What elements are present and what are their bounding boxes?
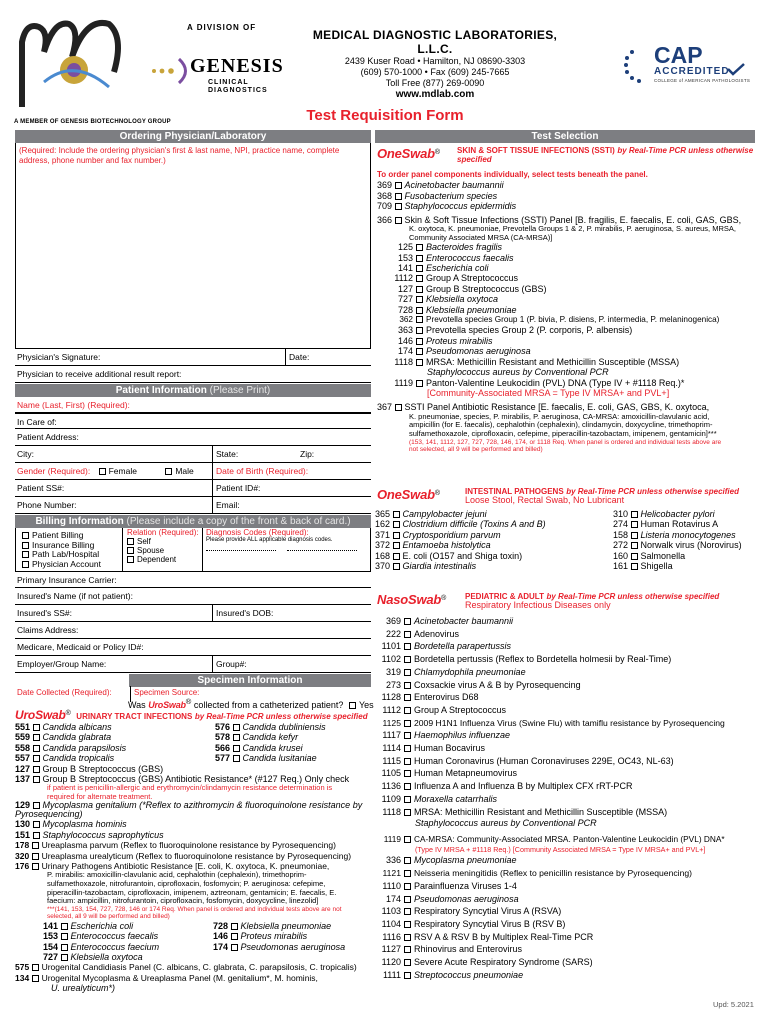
state-field[interactable]: State: — [212, 446, 238, 462]
ordering-physician-box[interactable] — [15, 143, 371, 349]
ssti-panel-sub: K. oxytoca, K. pneumoniae, Prevotella Groups 1 & 2, P. mirabilis, P. aeruginosa, S. aureus, MRSA, Community Associated MRSA (CA-MRSA)] — [409, 224, 736, 242]
lab-name: MEDICAL DIAGNOSTIC LABORATORIES, L.L.C. — [312, 28, 558, 56]
page-header — [0, 0, 770, 125]
gi-left — [375, 509, 613, 571]
male-checkbox[interactable]: Male — [165, 466, 193, 476]
billing-option[interactable]: Insurance Billing — [22, 541, 101, 551]
uti-note: required for alternate treatment. — [47, 791, 153, 801]
test-item[interactable]: 146 Proteus mirabilis — [213, 931, 308, 942]
member-tagline: A MEMBER OF GENESIS BIOTECHNOLOGY GROUP — [14, 119, 171, 125]
genesis-word: GENESIS — [190, 55, 284, 77]
test-item[interactable]: 578 Candida kefyr — [215, 732, 299, 743]
uti-candida-right — [215, 722, 326, 764]
ssti-abr-sub: K. pneumoniae, species, P. mirabilis, P. aeruginosa, CA-MRSA: amoxicillin-clavulanic acid, ampicillin (for E. faecalis), cephalothin (cephalexin), clindamycin, doxycycline, trimethoprim-sulfamethoxazole, ciprofloxacin, cefepime, piperacillin-tazobactam, imipenem, gentamicin]*** — [409, 411, 717, 438]
test-item[interactable]: 1105 Human Metapneumovirus — [381, 768, 518, 779]
relation-option[interactable]: Dependent — [127, 555, 202, 564]
test-item[interactable]: 1120 Severe Acute Respiratory Syndrome (SARS) — [381, 957, 593, 968]
test-item[interactable]: 153 Enterococcus faecalis — [43, 931, 159, 942]
primary-insurance-field[interactable]: Primary Insurance Carrier: — [15, 572, 371, 588]
test-item[interactable]: 1101 Bordetella parapertussis — [381, 641, 512, 652]
billing-section-bar: Billing Information (Please include a copy of the front & back of card.) — [15, 515, 371, 528]
in-care-of-field[interactable]: In Care of: — [15, 413, 371, 429]
ssti-order-note: To order panel components individually, select tests beneath the panel. — [377, 170, 648, 179]
test-item[interactable]: 1111 Streptococcus pneumoniae — [382, 969, 524, 980]
uti-tail-note: U. urealyticum*) — [51, 983, 116, 994]
mdl-logo — [14, 12, 134, 112]
city-row[interactable]: City: State: Zip: — [15, 446, 371, 463]
insured-ss-row[interactable]: Insured's SS#: Insured's DOB: — [15, 605, 371, 622]
test-item[interactable]: 371 Cryptosporidium parvum — [375, 529, 501, 540]
gi-header: OneSwab® INTESTINAL PATHOGENS by Real-Time PCR unless otherwise specified Loose Stool, Rectal Swab, No Lubricant — [377, 487, 739, 505]
test-item[interactable]: 367 SSTI Panel Antibiotic Resistance [E. faecalis, E. coli, GAS, GBS, K. oxytoca, — [377, 402, 710, 413]
test-item[interactable]: 1127 Rhinovirus and Enterovirus — [381, 944, 523, 955]
relation-group: Relation (Required): Self Spouse Dependent — [122, 528, 202, 571]
test-item[interactable]: 141 Escherichia coli — [397, 263, 489, 274]
insured-dob-field[interactable]: Insured's DOB: — [212, 605, 273, 621]
email-field[interactable]: Email: — [212, 497, 240, 513]
test-item[interactable]: 174 Pseudomonas aeruginosa — [385, 893, 519, 904]
test-item[interactable]: 1121 Neisseria meningitidis (Reflex to penicillin resistance by Pyrosequencing) — [382, 868, 692, 879]
test-item[interactable]: 160 Salmonella — [613, 550, 686, 561]
test-item[interactable]: 1125 2009 H1N1 Influenza Virus (Swine Flu) with tamiflu resistance by Pyrosequencing — [382, 717, 725, 728]
test-item[interactable]: 127 Group B Streptococcus (GBS) — [15, 763, 164, 774]
test-item[interactable]: 154 Enterococcus faecium — [43, 941, 160, 952]
test-item[interactable]: 1118 MRSA: Methicillin Resistant and Methicillin Susceptible (MSSA) — [394, 356, 680, 367]
test-item[interactable]: 1118 MRSA: Methicillin Resistant and Methicillin Susceptible (MSSA) — [382, 806, 668, 817]
cap-word: CAP — [654, 42, 703, 68]
test-item[interactable]: 369 Acinetobacter baumannii — [385, 616, 514, 626]
test-item[interactable]: 151 Staphylococcus saprophyticus — [15, 829, 164, 840]
test-item[interactable]: 1104 Respiratory Syncytial Virus B (RSV B) — [381, 918, 566, 929]
division-label: A DIVISION OF — [187, 23, 257, 32]
test-item[interactable]: 129 Mycoplasma genitalium (*Reflex to azithromycin & fluoroquinolone resistance by Pyrosequencing) — [15, 800, 363, 820]
test-item[interactable]: 728 Klebsiella pneumoniae — [397, 304, 517, 315]
test-item[interactable]: 728 Klebsiella pneumoniae — [213, 920, 332, 931]
cap-accredited: ACCREDITED — [654, 66, 730, 77]
uti-resist-red: ***(141, 153, 154, 727, 728, 146 or 174 Req. When panel is ordered and individual tests above are not selected, all 9 will be performed and billed) — [47, 905, 342, 921]
test-item[interactable]: 727 Klebsiella oxytoca — [43, 952, 143, 963]
resp-header: NasoSwab® PEDIATRIC & ADULT by Real-Time PCR unless otherwise specified Respiratory Infectious Diseases only — [377, 592, 720, 610]
ordering-instructions: (Required: Include the ordering physician's first & last name, NPI, practice name, complete address, phone number and fax number.) — [19, 146, 340, 165]
test-item[interactable]: 158 Listeria monocytogenes — [613, 529, 736, 540]
resp-list — [375, 615, 760, 981]
claims-address-field[interactable]: Claims Address: — [15, 622, 371, 639]
test-item[interactable]: 174 Pseudomonas aeruginosa — [397, 346, 531, 357]
group-field[interactable]: Group#: — [212, 656, 247, 672]
phone-row[interactable]: Phone Number: Email: — [15, 497, 371, 514]
test-item[interactable]: 1109 Moraxella catarrhalis — [381, 793, 498, 804]
test-item[interactable]: 274 Human Rotavirus A — [613, 519, 719, 530]
genesis-swirl-icon — [146, 51, 191, 91]
test-item[interactable]: 125 Bacteroides fragilis — [397, 242, 503, 253]
uti-sub-left — [43, 921, 213, 963]
test-item[interactable]: 153 Enterococcus faecalis — [397, 252, 514, 263]
test-item[interactable]: 137 Group B Streptococcus (GBS) Antibiotic Resistance* (#127 Req.) Only check — [15, 774, 350, 785]
test-item[interactable]: 1110 Parainfluenza Viruses 1-4 — [382, 880, 517, 891]
test-selection-bar: Test Selection — [375, 130, 755, 143]
test-item[interactable]: 727 Klebsiella oxytoca — [397, 294, 499, 305]
test-item[interactable]: 130 Mycoplasma hominis — [15, 819, 127, 830]
ss-row[interactable]: Patient SS#: Patient ID#: — [15, 480, 371, 497]
resp-mrsa-sub: Staphylococcus aureus by Conventional PCR — [415, 818, 597, 829]
update-date: Upd: 5.2021 — [713, 1000, 754, 1009]
uti-candida-left — [15, 722, 215, 764]
specimen-source-field[interactable]: Specimen Source: — [130, 686, 199, 702]
ordering-section-bar: Ordering Physician/Laboratory — [15, 130, 371, 143]
employer-row[interactable]: Employer/Group Name: Group#: — [15, 656, 371, 673]
test-item[interactable]: 174 Pseudomonas aeruginosa — [213, 941, 346, 952]
test-item[interactable]: 559 Candida glabrata — [15, 732, 112, 743]
billing-option[interactable]: Patient Billing — [22, 531, 101, 541]
test-item[interactable]: 1115 Human Coronavirus (Human Coronaviruses 229E, OC43, NL-63) — [382, 755, 674, 766]
diagnosis-codes[interactable]: Diagnosis Codes (Required): Please provide ALL applicable diagnosis codes. — [202, 528, 372, 571]
test-item[interactable]: 566 Candida krusei — [215, 742, 303, 753]
relation-option[interactable]: Self — [127, 537, 202, 546]
test-item[interactable]: 161 Shigella — [613, 561, 673, 572]
additional-report-row[interactable]: Physician to receive additional result report: — [15, 366, 371, 383]
lab-toll-free: Toll Free (877) 269-0090 — [385, 78, 485, 88]
test-item[interactable]: 1102 Bordetella pertussis (Reflex to Bordetella holmesii by Real-Time) — [381, 654, 672, 665]
billing-option[interactable]: Physician Account — [22, 560, 101, 570]
test-item[interactable]: 557 Candida tropicalis — [15, 753, 115, 764]
test-item[interactable]: 1119 CA-MRSA: Community-Associated MRSA. Panton-Valentine Leukocidin (PVL) DNA* — [383, 834, 725, 845]
uti-sub-right — [213, 921, 345, 963]
test-item[interactable]: 577 Candida lusitaniae — [215, 753, 317, 764]
catheter-question: Was UroSwab® collected from a catheterized patient? Yes — [128, 697, 374, 710]
test-item[interactable]: 551 Candida albicans — [15, 722, 112, 732]
patient-id-field[interactable]: Patient ID#: — [212, 480, 260, 496]
genesis-sub: CLINICAL DIAGNOSTICS — [208, 79, 268, 94]
relation-option[interactable]: Spouse — [127, 546, 202, 555]
test-item[interactable]: 576 Candida dubliniensis — [215, 722, 326, 732]
specimen-section-bar: Specimen Information — [129, 674, 371, 687]
test-item[interactable]: 336 Mycoplasma pneumoniae — [385, 855, 517, 866]
policy-id-field[interactable]: Medicare, Medicaid or Policy ID#: — [15, 639, 371, 656]
test-item[interactable]: 273 Coxsackie virus A & B by Pyrosequencing — [385, 679, 581, 690]
test-item[interactable]: 1116 RSV A & RSV B by Multiplex Real-Time PCR — [382, 931, 594, 942]
resp-pvl-red: (Type IV MRSA + #1118 Req.) [Community Associated MRSA = Type IV MRSA+ and PVL+] — [415, 844, 706, 854]
test-item[interactable]: 168 E. coli (O157 and Shiga toxin) — [375, 550, 523, 561]
genesis-logo — [146, 33, 296, 103]
ssti-header: OneSwab® SKIN & SOFT TISSUE INFECTIONS (SSTI) by Real-Time PCR unless otherwise specified — [377, 146, 754, 164]
female-checkbox[interactable]: Female — [99, 466, 137, 476]
test-item[interactable]: 362 Prevotella species Group 1 (P. bivia, P. disiens, P. intermedia, P. melaninogenica) — [399, 315, 720, 325]
ssti-components — [377, 242, 757, 398]
test-item[interactable]: 1112 Group A Streptococcus — [382, 704, 507, 715]
insured-name-field[interactable]: Insured's Name (if not patient): — [15, 588, 371, 605]
test-item[interactable]: 162 Clostridium difficile (Toxins A and B) — [375, 519, 546, 530]
lab-info — [300, 28, 570, 100]
test-item[interactable]: 1119 Panton-Valentine Leukocidin (PVL) DNA (Type IV + #1118 Req.)* — [394, 377, 685, 388]
test-item[interactable]: 363 Prevotella species Group 2 (P. corporis, P. albensis) — [397, 325, 633, 336]
test-item[interactable]: 1114 Human Bocavirus — [382, 743, 486, 754]
test-item[interactable]: 178 Ureaplasma parvum (Reflex to fluoroquinolone resistance by Pyrosequencing) — [15, 840, 336, 851]
ssti-abr-red: (153, 141, 1112, 127, 727, 728, 146, 174, or 1118 Req. When panel is ordered and individual tests above are not selected, all 9 will be performed and billed) — [409, 438, 722, 453]
uti-list — [15, 722, 371, 994]
test-item[interactable]: 1128 Enterovirus D68 — [381, 692, 479, 703]
test-item[interactable]: 176 Urinary Pathogens Antibiotic Resistance [E. coli, K. oxytoca, K. pneumoniae, — [15, 861, 330, 872]
billing-option[interactable]: Path Lab/Hospital — [22, 550, 101, 560]
billing-options-box — [15, 528, 371, 572]
ssti-panel[interactable]: 366 Skin & Soft Tissue Infections (SSTI) Panel [B. fragilis, E. faecalis, E. coli, GAS, GBS, — [377, 214, 742, 225]
patient-name-field[interactable]: Name (Last, First) (Required): — [15, 397, 371, 413]
test-item[interactable]: 1112 Group A Streptococcus — [394, 273, 519, 284]
zip-field[interactable]: Zip: — [300, 449, 315, 459]
ssti-list — [377, 170, 757, 454]
gender-row: Gender (Required): Female Male Date of Birth (Required): — [15, 463, 371, 480]
uti-header: UroSwab® URINARY TRACT INFECTIONS by Real-Time PCR unless otherwise specified — [15, 708, 368, 722]
test-item[interactable]: 369 Acinetobacter baumannii — [377, 180, 504, 191]
test-item[interactable]: 1117 Haemophilus influenzae — [382, 730, 511, 741]
yes-checkbox[interactable]: Yes — [346, 700, 374, 710]
gi-list — [375, 509, 755, 571]
physician-signature-row[interactable]: Physician's Signature: Date: — [15, 349, 371, 366]
test-item[interactable]: 368 Fusobacterium species — [377, 190, 498, 201]
cap-subtitle: COLLEGE of AMERICAN PATHOLOGISTS — [654, 78, 751, 83]
test-item[interactable]: 320 Ureaplasma urealyticum (Reflex to fluoroquinolone resistance by Pyrosequencing) — [15, 850, 352, 861]
uti-resist-note: P. mirabilis: amoxicillin-clavulanic acid, cephalothin (cephalexin), trimethoprim-sulfamethoxazole, nitrofurantoin, ciprofloxacin, fosfomycin; P. aeruginosa: cefepime, piperacillin-tazobactam, ciprofloxacin, imipenem, aztreonam, gentamicin; E. faecalis, E. faecium: ampicillin, nitrofurantoin, ciprofloxacin, fosfomycin, doxycycline, linezolid] — [47, 870, 337, 906]
page-title: Test Requisition Form — [306, 107, 464, 124]
pvl-sub: [Community-Associated MRSA = Type IV MRSA+ and PVL+] — [427, 387, 670, 398]
cap-dots-icon — [622, 44, 652, 84]
test-item[interactable]: 709 Staphylococcus epidermidis — [377, 201, 517, 212]
date-field[interactable]: Date: — [285, 349, 309, 365]
test-item[interactable]: 146 Proteus mirabilis — [397, 335, 493, 346]
billing-options — [22, 531, 101, 569]
test-item[interactable]: 141 Escherichia coli — [43, 920, 134, 931]
gi-right — [613, 509, 742, 571]
lab-phone: (609) 570-1000 • Fax (609) 245-7665 — [360, 67, 510, 77]
test-item[interactable]: 372 Entamoeba histolytica — [375, 540, 491, 551]
mrsa-sub: Staphylococcus aureus by Conventional PCR — [427, 367, 609, 378]
patient-address-field[interactable]: Patient Address: — [15, 429, 371, 446]
test-item[interactable]: 558 Candida parapsilosis — [15, 742, 127, 753]
test-item[interactable]: 1103 Respiratory Syncytial Virus A (RSVA) — [381, 906, 562, 917]
uti-note: if patient is penicillin-allergic and erythromycin/clindamycin resistance determination is — [47, 783, 333, 793]
patient-section-bar: Patient Information (Please Print) — [15, 384, 371, 397]
test-item[interactable]: 127 Group B Streptococcus (GBS) — [397, 283, 547, 294]
test-item[interactable]: 575 Urogenital Candidiasis Panel (C. albicans, C. glabrata, C. parapsilosis, C. tropicalis) — [15, 962, 357, 973]
test-item[interactable]: 1136 Influenza A and Influenza B by Multiplex CFX rRT-PCR — [381, 781, 633, 792]
date-collected-field[interactable]: Date Collected (Required): — [17, 688, 112, 697]
dob-field[interactable]: Date of Birth (Required): — [212, 463, 308, 479]
test-item[interactable]: 319 Chlamydophila pneumoniae — [385, 666, 526, 677]
test-item[interactable]: 222 Adenovirus — [385, 628, 460, 639]
test-item[interactable]: 370 Giardia intestinalis — [375, 561, 477, 572]
test-item[interactable]: 310 Helicobacter pylori — [613, 509, 715, 519]
test-item[interactable]: 134 Urogenital Mycoplasma & Ureaplasma Panel (M. genitalium*, M. hominis, — [15, 972, 318, 983]
test-item[interactable]: 272 Norwalk virus (Norovirus) — [613, 540, 742, 551]
cap-logo — [622, 42, 752, 92]
lab-address: 2439 Kuser Road • Hamilton, NJ 08690-3303 — [344, 56, 526, 66]
checkmark-icon — [726, 62, 746, 76]
test-item[interactable]: 365 Campylobacter jejuni — [375, 509, 487, 519]
lab-website: www.mdlab.com — [395, 89, 475, 100]
